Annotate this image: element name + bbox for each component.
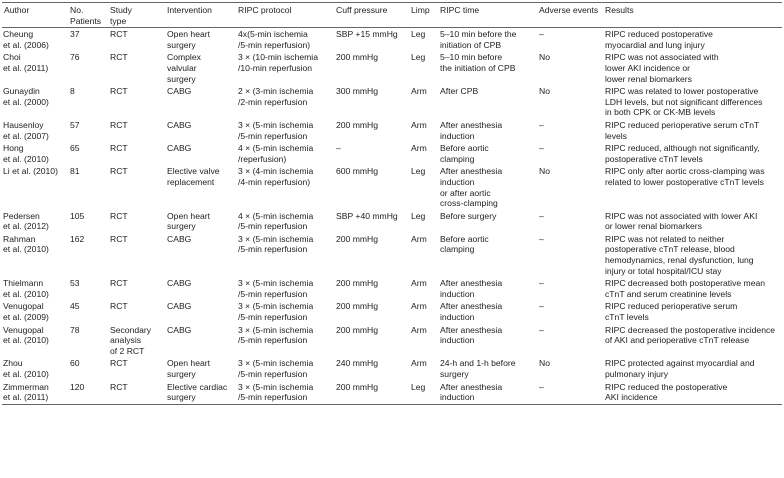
cell-ripc-time: 24-h and 1-h before surgery [440, 358, 516, 379]
cell-ripc-time: Before aortic clamping [440, 143, 489, 164]
cell-patients: 76 [70, 52, 80, 63]
cell-intervention: CABG [167, 143, 192, 154]
cell-limb: Arm [411, 233, 427, 244]
cell-author: Hausenloy et al. (2007) [3, 119, 49, 141]
cell-ripc-time: After anesthesia induction or after aortic cross-clamping [440, 166, 503, 209]
cell-author: Rahman et al. (2010) [3, 233, 49, 255]
cell-results: RIPC was related to lower postoperative LDH levels, but not significant differences in both CPK or CK-MB levels [605, 86, 763, 118]
cell-intervention: Elective cardiac surgery [167, 381, 228, 403]
cell-intervention: Open heart surgery [167, 210, 210, 232]
cell-limb: Leg [411, 52, 426, 63]
cell-adverse-events: – [539, 143, 544, 154]
cell-ripc-time: After CPB [440, 86, 479, 97]
header-study-type: Study type [110, 5, 132, 26]
header-results: Results [605, 5, 634, 15]
cell-patients: 57 [70, 119, 80, 130]
cell-cuff-pressure: 300 mmHg [336, 86, 379, 97]
cell-patients: 105 [70, 210, 85, 221]
cell-ripc-protocol: 3 × (10-min ischemia /10-min reperfusion [238, 52, 318, 73]
cell-cuff-pressure: 200 mmHg [336, 301, 379, 312]
cell-intervention: Elective valve replacement [167, 166, 220, 187]
cell-study-type: RCT [110, 52, 128, 63]
cell-study-type: RCT [110, 166, 128, 177]
cell-cuff-pressure: 200 mmHg [336, 381, 379, 392]
cell-author: Thielmann et al. (2010) [3, 278, 49, 299]
table-row [2, 51, 782, 85]
cell-intervention: CABG [167, 119, 192, 130]
cell-intervention: Open heart surgery [167, 358, 210, 379]
cell-ripc-time: After anesthesia induction [440, 301, 503, 323]
cell-limb: Arm [411, 143, 427, 154]
cell-ripc-time: After anesthesia induction [440, 119, 503, 141]
header-ripc-protocol: RIPC protocol [238, 5, 292, 15]
cell-ripc-protocol: 3 × (5-min ischemia /5-min reperfusion [238, 324, 314, 346]
cell-study-type: RCT [110, 278, 128, 289]
cell-author: Choi et al. (2011) [3, 52, 49, 73]
cell-ripc-protocol: 4x(5-min ischemia /5-min reperfusion) [238, 29, 311, 50]
cell-patients: 45 [70, 301, 80, 312]
header-patients: No. Patients [70, 5, 102, 26]
cell-study-type: RCT [110, 119, 128, 130]
cell-limb: Leg [411, 210, 426, 221]
cell-results: RIPC decreased both postoperative mean cTnT and serum creatinine levels [605, 278, 766, 299]
cell-study-type: RCT [110, 143, 128, 154]
cell-adverse-events: No [539, 52, 550, 63]
cell-results: RIPC reduced, although not significantly, postoperative cTnT levels [605, 143, 760, 164]
cell-cuff-pressure: 200 mmHg [336, 119, 379, 130]
cell-limb: Leg [411, 29, 426, 40]
cell-adverse-events: No [539, 166, 550, 177]
cell-ripc-protocol: 3 × (5-min ischemia /5-min reperfusion [238, 119, 314, 141]
cell-ripc-time: Before aortic clamping [440, 233, 489, 255]
table-row [2, 300, 782, 323]
cell-author: Zhou et al. (2010) [3, 358, 49, 379]
cell-cuff-pressure: 200 mmHg [336, 278, 379, 289]
cell-intervention: CABG [167, 301, 192, 312]
cell-limb: Arm [411, 324, 427, 335]
table-header-row [2, 3, 782, 28]
table-row [2, 277, 782, 300]
table-body [2, 28, 782, 405]
cell-results: RIPC was not related to neither postoperative cTnT release, blood hemodynamics, renal dysfunction, lung injury or total hospital/ICU stay [605, 233, 754, 276]
header-adverse-events: Adverse events [539, 5, 599, 15]
cell-intervention: CABG [167, 233, 192, 244]
cell-author: Venugopal et al. (2010) [3, 324, 49, 346]
cell-results: RIPC reduced perioperative serum cTnT levels [605, 119, 760, 141]
cell-cuff-pressure: – [336, 143, 341, 154]
cell-cuff-pressure: 200 mmHg [336, 233, 379, 244]
table-row [2, 85, 782, 119]
cell-limb: Arm [411, 119, 427, 130]
cell-patients: 53 [70, 278, 80, 289]
cell-results: RIPC decreased the postoperative incidence of AKI and perioperative cTnT release [605, 324, 776, 346]
header-cuff-pressure: Cuff pressure [336, 5, 388, 15]
cell-ripc-protocol: 4 × (5-min ischemia /reperfusion) [238, 143, 314, 164]
cell-limb: Arm [411, 358, 427, 369]
cell-author: Pedersen et al. (2012) [3, 210, 49, 232]
cell-ripc-time: 5–10 min before the initiation of CPB [440, 29, 517, 50]
header-limb: Limp [411, 5, 430, 15]
cell-author: Gunaydin et al. (2000) [3, 86, 49, 107]
cell-study-type: Secondary analysis of 2 RCT [110, 324, 152, 356]
cell-adverse-events: – [539, 301, 544, 312]
cell-adverse-events: – [539, 278, 544, 289]
cell-results: RIPC reduced postoperative myocardial and lung injury [605, 29, 713, 50]
cell-study-type: RCT [110, 301, 128, 312]
cell-adverse-events: – [539, 210, 544, 221]
header-ripc-time: RIPC time [440, 5, 480, 15]
cell-ripc-protocol: 3 × (5-min ischemia /5-min reperfusion [238, 301, 314, 323]
cell-patients: 65 [70, 143, 80, 154]
cell-cuff-pressure: 200 mmHg [336, 324, 379, 335]
cell-intervention: CABG [167, 278, 192, 289]
cell-cuff-pressure: 600 mmHg [336, 166, 379, 177]
cell-patients: 162 [70, 233, 85, 244]
cell-ripc-protocol: 3 × (5-min ischemia /5-min reperfusion [238, 233, 314, 255]
cell-limb: Leg [411, 381, 426, 392]
cell-limb: Leg [411, 166, 426, 177]
cell-ripc-time: Before surgery [440, 210, 497, 221]
cell-ripc-protocol: 3 × (4-min ischemia /4-min reperfusion) [238, 166, 314, 187]
cell-author: Zimmerman et al. (2011) [3, 381, 49, 403]
table-row [2, 142, 782, 165]
cell-ripc-time: 5–10 min before the initiation of CPB [440, 52, 516, 73]
cell-limb: Arm [411, 86, 427, 97]
cell-results: RIPC was not associated with lower AKI or lower renal biomarkers [605, 210, 758, 232]
cell-cuff-pressure: 240 mmHg [336, 358, 379, 369]
cell-cuff-pressure: SBP +15 mmHg [336, 29, 398, 40]
cell-study-type: RCT [110, 29, 128, 40]
cell-intervention: CABG [167, 86, 192, 97]
table-row [2, 357, 782, 380]
cell-intervention: Complex valvular surgery [167, 52, 201, 84]
cell-patients: 60 [70, 358, 80, 369]
header-author: Author [4, 5, 30, 15]
cell-author: Li et al. (2010) [3, 166, 58, 177]
cell-ripc-protocol: 2 × (3-min ischemia /2-min reperfusion [238, 86, 314, 107]
cell-limb: Arm [411, 301, 427, 312]
cell-study-type: RCT [110, 233, 128, 244]
cell-intervention: CABG [167, 324, 192, 335]
cell-adverse-events: No [539, 86, 550, 97]
cell-patients: 37 [70, 29, 80, 40]
cell-results: RIPC was not associated with lower AKI incidence or lower renal biomarkers [605, 52, 719, 84]
cell-cuff-pressure: SBP +40 mmHg [336, 210, 398, 221]
cell-results: RIPC only after aortic cross-clamping was related to lower postoperative cTnT levels [605, 166, 765, 187]
cell-ripc-protocol: 4 × (5-min ischemia /5-min reperfusion [238, 210, 314, 232]
cell-author: Cheung et al. (2006) [3, 29, 49, 50]
cell-ripc-protocol: 3 × (5-min ischemia /5-min reperfusion [238, 358, 314, 379]
table-row [2, 324, 782, 358]
cell-patients: 81 [70, 166, 80, 177]
cell-results: RIPC reduced the postoperative AKI incidence [605, 381, 728, 403]
cell-study-type: RCT [110, 210, 128, 221]
cell-ripc-protocol: 3 × (5-min ischemia /5-min reperfusion [238, 278, 314, 299]
table-row [2, 165, 782, 209]
cell-study-type: RCT [110, 86, 128, 97]
cell-ripc-protocol: 3 × (5-min ischemia /5-min reperfusion [238, 381, 314, 403]
cell-study-type: RCT [110, 358, 128, 369]
cell-author: Venugopal et al. (2009) [3, 301, 49, 323]
cell-results: RIPC protected against myocardial and pulmonary injury [605, 358, 755, 379]
cell-ripc-time: After anesthesia induction [440, 381, 503, 403]
cell-ripc-time: After anesthesia induction [440, 324, 503, 346]
cell-results: RIPC reduced perioperative serum cTnT levels [605, 301, 738, 323]
study-table [2, 2, 782, 405]
cell-adverse-events: – [539, 119, 544, 130]
table-row [2, 381, 782, 405]
table-row [2, 233, 782, 277]
cell-adverse-events: No [539, 358, 550, 369]
cell-cuff-pressure: 200 mmHg [336, 52, 379, 63]
cell-patients: 78 [70, 324, 80, 335]
table-row [2, 28, 782, 52]
table-row [2, 210, 782, 233]
cell-intervention: Open heart surgery [167, 29, 210, 50]
cell-adverse-events: – [539, 381, 544, 392]
cell-ripc-time: After anesthesia induction [440, 278, 503, 299]
cell-patients: 120 [70, 381, 85, 392]
cell-study-type: RCT [110, 381, 128, 392]
cell-adverse-events: – [539, 324, 544, 335]
header-intervention: Intervention [167, 5, 212, 15]
cell-patients: 8 [70, 86, 75, 97]
cell-limb: Arm [411, 278, 427, 289]
cell-adverse-events: – [539, 29, 544, 40]
cell-author: Hong et al. (2010) [3, 143, 49, 164]
cell-adverse-events: – [539, 233, 544, 244]
table-row [2, 119, 782, 142]
